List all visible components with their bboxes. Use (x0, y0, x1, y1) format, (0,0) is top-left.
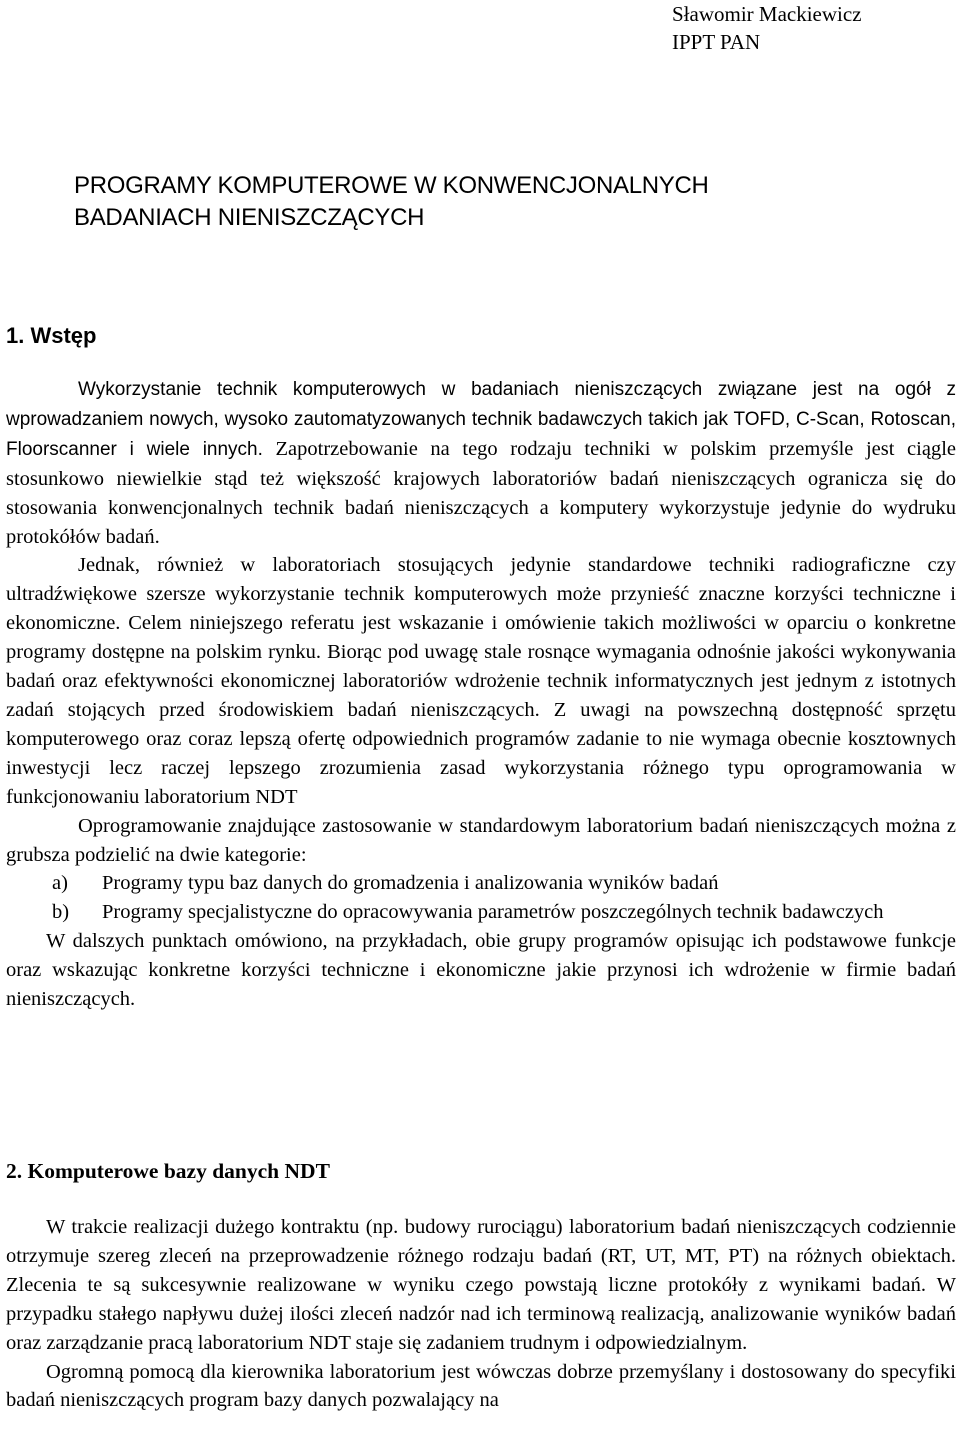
section-1-heading: 1. Wstęp (6, 323, 97, 348)
author-name: Sławomir Mackiewicz (672, 2, 862, 26)
author-affiliation: IPPT PAN (672, 30, 761, 54)
list-marker: b) (52, 901, 70, 924)
list-item (6, 869, 956, 898)
section-1-paragraph-4: W dalszych punktach omówiono, na przykładach, obie grupy programów opisując ich podstawowe funkcje oraz wskazując konkretne korzyści techniczne i ekonomiczne jakie przynosi ich wdrożenie w firmie badań nieniszczących. (6, 930, 956, 1011)
title-line-2: BADANIACH NIENISZCZĄCYCH (74, 204, 425, 231)
section-1-paragraph-1-part-a: Wykorzystanie technik komputerowych w badaniach nieniszczących związane jest na ogół z wprowadzaniem nowych, wysoko zautomatyzowanych technik badawczych takich jak TOFD, C-Scan, Rotoscan, Floorscanner i wiele innych. (6, 379, 956, 460)
list-item (6, 898, 956, 927)
section-2-body (6, 1213, 956, 1415)
section-2-heading: 2. Komputerowe bazy danych NDT (6, 1159, 330, 1183)
section-2-paragraph-2: Ogromną pomocą dla kierownika laboratorium jest wówczas dobrze przemyślany i dostosowany do specyfiki badań nieniszczących program bazy danych pozwalający na (6, 1360, 956, 1412)
document-title (74, 170, 934, 234)
section-1-paragraph-1 (6, 375, 956, 551)
section-1-paragraph-1-part-b: Zapotrzebowanie na tego rodzaju techniki w polskim przemyśle jest ciągle stosunkowo niewielkie stąd też większość krajowych laboratoriów badań nieniszczących ogranicza się do stosowania konwencjonalnych technik badań nieniszczących a komputery wykorzystuje jedynie do wydruku protokółów badań. (6, 437, 956, 548)
section-1-paragraph-3: Oprogramowanie znajdujące zastosowanie w standardowym laboratorium badań nieniszczących można z grubsza podzielić na dwie kategorie: (6, 814, 956, 866)
list-item-text: Programy typu baz danych do gromadzenia i analizowania wyników badań (102, 872, 719, 895)
author-block (672, 0, 862, 56)
category-list (6, 869, 956, 927)
section-1-body (6, 375, 956, 1014)
section-2-paragraph-1: W trakcie realizacji dużego kontraktu (np. budowy rurociągu) laboratorium badań nieniszczących codziennie otrzymuje szereg zleceń na przeprowadzenie różnego rodzaju badań (RT, UT, MT, PT) na różnych obiektach. Zlecenia te są sukcesywnie realizowane w wyniku czego powstają liczne protokóły z wynikami badań. W przypadku stałego napływu dużej ilości zleceń nadzór nad ich terminową realizacją, analizowanie wyników badań oraz zarządzanie pracą laboratorium NDT staje się zadaniem trudnym i odpowiedzialnym. (6, 1216, 956, 1354)
section-1-paragraph-2: Jednak, również w laboratoriach stosujących jedynie standardowe techniki radiograficzne czy ultradźwiękowe szersze wykorzystanie technik komputerowych może przynieść znaczne korzyści techniczne i ekonomiczne. Celem niniejszego referatu jest wskazanie i omówienie takich możliwości w oparciu o konkretne programy dostępne na polskim rynku. Biorąc pod uwagę stale rosnące wymagania odnośnie jakości wykonywania badań oraz efektywności ekonomicznej laboratoriów wdrożenie technik informatycznych jest jednym z istotnych zadań stojących przed środowiskiem badań nieniszczących. Z uwagi na powszechną dostępność sprzętu komputerowego oraz coraz lepszą ofertę odpowiednich programów zadanie to nie wymaga obecnie kosztownych inwestycji lecz raczej lepszego zrozumienia zasad wykorzystania różnego typu oprogramowania w funkcjonowaniu laboratorium NDT (6, 554, 956, 808)
list-marker: a) (52, 872, 68, 895)
title-line-1: PROGRAMY KOMPUTEROWE W KONWENCJONALNYCH (74, 172, 709, 199)
list-item-text: Programy specjalistyczne do opracowywania parametrów poszczególnych technik badawczych (102, 901, 884, 924)
